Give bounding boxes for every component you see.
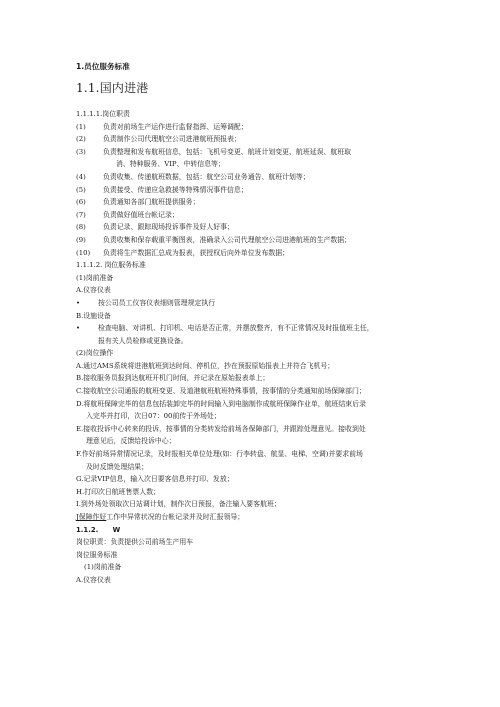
section-title-duties: 1.1.1.1.岗位职责: [76, 110, 130, 118]
section-title-1-1-2: [76, 524, 440, 537]
duty-number: (8): [76, 223, 86, 232]
operations-item: C.接收航空公司通报的航班变更、及道港航班航班特殊事情，按事情的分类通知前场保障部门；: [76, 387, 366, 396]
duty-item: [76, 221, 440, 234]
duty-text: 负责整理和发布航班信息，包括：飞机号变更、航班计划变更、航班延误、航班取: [103, 147, 352, 156]
end-duty-line: 岗位职责：负责提供公司前场生产用车: [76, 538, 194, 547]
duty-text: 负责通知各部门航班提供服务；: [103, 198, 200, 207]
operations-item: 入完毕并打印，次日07：00前传于外场处；: [86, 412, 221, 421]
end-appearance-line: A.仪容仪表: [76, 575, 111, 584]
operations-item: B.接收服务员报到达航班开机门时间，并记录在原始报表单上；: [76, 374, 270, 383]
duty-item: [76, 146, 440, 159]
duty-item: [76, 184, 440, 197]
duties-list: [76, 121, 440, 260]
subsection-prep: (1)岗前准备: [76, 273, 114, 282]
subsection-operations: (2)岗位操作: [76, 349, 114, 358]
duty-text: 负责将生产数据汇总成为报表，获授权后向外单位发布数据；: [103, 248, 290, 257]
operations-item-j-text: 工作中异常状况的台帐记录并及时汇报领导；: [106, 513, 245, 521]
duty-number: (1): [76, 122, 86, 131]
duty-item: [76, 247, 440, 260]
duty-number: (6): [76, 198, 86, 207]
item-equipment: B.设施设备: [76, 311, 111, 320]
section-title: W: [112, 525, 121, 534]
bullet-text-continued: 报有关人员检修或更换设备。: [98, 336, 188, 345]
bullet-item: [76, 322, 440, 335]
section-title-service-standard: 1.1.1.2. 岗位服务标准: [76, 261, 146, 270]
duty-item: [76, 209, 440, 222]
item-appearance: A.仪容仪表: [76, 286, 111, 295]
duty-text: 消、特种服务、VIP、中转信息等；: [116, 160, 225, 169]
heading-level-1: 1.员位服务标准: [76, 62, 130, 71]
bullet-item: [76, 297, 440, 310]
operations-item: 及时反馈处理结果；: [86, 462, 149, 471]
duty-item: [76, 171, 440, 184]
duty-item: [76, 121, 440, 134]
operations-item: A.通过AMS系统将进港航班到达时间、停机位，抄在预报原始报表上并符合飞机号；: [76, 361, 335, 370]
operations-item: I.到外场处领取次日站调计划，制作次日预报，备注输入要客航班；: [76, 500, 281, 509]
duty-number: (3): [76, 147, 86, 156]
duty-text: 负责制作公司代理航空公司进港航班预报表；: [103, 135, 241, 144]
duty-number: (5): [76, 185, 86, 194]
bullet-icon: •: [76, 298, 81, 307]
end-standard-line: 岗位服务标准: [76, 550, 118, 559]
operations-item: E.接收投诉中心转来的投诉，按事情的分类转发给前场各保障部门，并跟踪处理意见。接收到处: [76, 424, 366, 433]
duty-item: [76, 196, 440, 209]
operations-item: G.记录VIP信息，输入次日要客信息并打印、发放；: [76, 475, 234, 484]
operations-item: 理意见后，反馈给投诉中心；: [86, 437, 176, 446]
section-number: 1.1.2.: [76, 525, 99, 534]
duty-number: (4): [76, 172, 86, 181]
heading-level-2: 1.1.国内进港: [76, 81, 149, 95]
duty-text: 负责收集和保存载重平衡图表，准确录入公司代理航空公司进港航班的生产数据；: [103, 235, 352, 244]
duty-item: [76, 133, 440, 146]
bullet-text: 检查电脑、对讲机、打印机、电话是否正常，并摆放整齐，有不正常情况及时报值班主任，: [98, 324, 374, 333]
duty-text: 负责对前场生产运作进行监督指挥、运筹调配；: [103, 122, 248, 131]
duty-number: (2): [76, 135, 86, 144]
operations-list: [76, 360, 440, 511]
bullet-icon: •: [76, 324, 81, 333]
underlined-text: J保障作好: [76, 513, 107, 521]
duty-item: [76, 158, 440, 171]
operations-item: D.将航班保障完毕的信息包括装卸完毕的时间输入到电脑制作成航班保障作业单，航班结束后录: [76, 399, 366, 408]
duty-text: 负责记录、跟踪现场投诉事件及好人好事；: [103, 223, 234, 232]
bullet-text: 按公司员工仪容仪表细则管理规定执行: [98, 298, 216, 307]
end-prep-line: (1)岗前准备: [84, 563, 122, 572]
duty-number: (9): [76, 235, 86, 244]
duty-item: [76, 234, 440, 247]
operations-item-j: [76, 511, 440, 524]
duty-text: 负责接受、传递应急救援等特殊情况事件信息；: [103, 185, 248, 194]
duty-text: 负责做好值班台帐记录；: [103, 210, 179, 219]
operations-item: H.打印次日航班售票人数；: [76, 487, 160, 496]
duty-text: 负责收集、传递航班数据，包括：航空公司业务通告、航班计划等；: [103, 172, 310, 181]
duty-number: (7): [76, 210, 86, 219]
operations-item: F.作好前场异常情况记录，及时报相关单位处理(如：行李转盘、航显、电梯、空调)并要求前场: [76, 450, 363, 459]
duty-number: (10): [76, 248, 91, 257]
